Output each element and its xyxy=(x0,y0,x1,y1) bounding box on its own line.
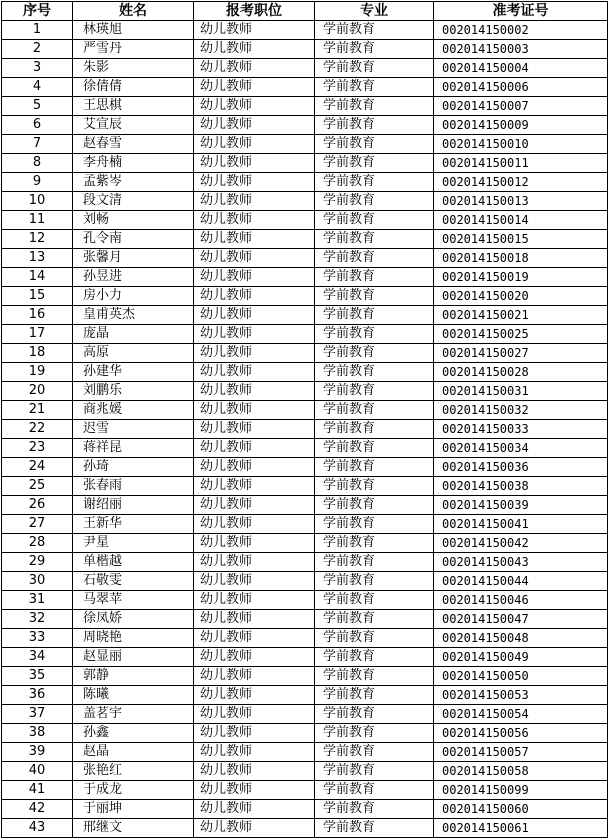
table-row xyxy=(2,154,608,173)
cell-major: 学前教育 xyxy=(315,192,434,211)
cell-position: 幼儿教师 xyxy=(194,705,315,724)
table-row xyxy=(2,230,608,249)
cell-index: 24 xyxy=(2,458,73,477)
cell-exam-number: 002014150027 xyxy=(434,344,608,363)
cell-index: 34 xyxy=(2,648,73,667)
cell-index: 3 xyxy=(2,59,73,78)
cell-exam-number: 002014150003 xyxy=(434,40,608,59)
cell-major: 学前教育 xyxy=(315,724,434,743)
cell-exam-number: 002014150054 xyxy=(434,705,608,724)
table-row xyxy=(2,401,608,420)
cell-position: 幼儿教师 xyxy=(194,477,315,496)
cell-name: 迟雪 xyxy=(73,420,194,439)
table-row xyxy=(2,477,608,496)
cell-name: 徐倩倩 xyxy=(73,78,194,97)
table-row xyxy=(2,97,608,116)
cell-exam-number: 002014150039 xyxy=(434,496,608,515)
cell-position: 幼儿教师 xyxy=(194,572,315,591)
cell-position: 幼儿教师 xyxy=(194,686,315,705)
cell-position: 幼儿教师 xyxy=(194,192,315,211)
table-row xyxy=(2,173,608,192)
cell-name: 陈曦 xyxy=(73,686,194,705)
cell-name: 孟紫岑 xyxy=(73,173,194,192)
cell-exam-number: 002014150053 xyxy=(434,686,608,705)
cell-exam-number: 002014150061 xyxy=(434,819,608,838)
cell-name: 尹星 xyxy=(73,534,194,553)
cell-major: 学前教育 xyxy=(315,154,434,173)
cell-position: 幼儿教师 xyxy=(194,420,315,439)
cell-index: 35 xyxy=(2,667,73,686)
table-row xyxy=(2,762,608,781)
cell-major: 学前教育 xyxy=(315,306,434,325)
cell-name: 赵显丽 xyxy=(73,648,194,667)
cell-exam-number: 002014150042 xyxy=(434,534,608,553)
cell-name: 马翠苹 xyxy=(73,591,194,610)
cell-major: 学前教育 xyxy=(315,534,434,553)
cell-position: 幼儿教师 xyxy=(194,344,315,363)
header-major: 专业 xyxy=(315,2,434,21)
cell-name: 皇甫英杰 xyxy=(73,306,194,325)
cell-exam-number: 002014150060 xyxy=(434,800,608,819)
cell-major: 学前教育 xyxy=(315,325,434,344)
cell-index: 23 xyxy=(2,439,73,458)
table-row xyxy=(2,724,608,743)
cell-major: 学前教育 xyxy=(315,667,434,686)
cell-exam-number: 002014150011 xyxy=(434,154,608,173)
cell-position: 幼儿教师 xyxy=(194,496,315,515)
cell-index: 10 xyxy=(2,192,73,211)
cell-major: 学前教育 xyxy=(315,762,434,781)
cell-position: 幼儿教师 xyxy=(194,553,315,572)
cell-exam-number: 002014150043 xyxy=(434,553,608,572)
cell-name: 商兆媛 xyxy=(73,401,194,420)
cell-major: 学前教育 xyxy=(315,553,434,572)
cell-major: 学前教育 xyxy=(315,420,434,439)
cell-exam-number: 002014150047 xyxy=(434,610,608,629)
cell-exam-number: 002014150015 xyxy=(434,230,608,249)
cell-name: 林瑛旭 xyxy=(73,21,194,40)
cell-index: 26 xyxy=(2,496,73,515)
cell-major: 学前教育 xyxy=(315,496,434,515)
cell-major: 学前教育 xyxy=(315,382,434,401)
cell-index: 8 xyxy=(2,154,73,173)
cell-position: 幼儿教师 xyxy=(194,154,315,173)
cell-major: 学前教育 xyxy=(315,743,434,762)
cell-position: 幼儿教师 xyxy=(194,97,315,116)
cell-major: 学前教育 xyxy=(315,363,434,382)
table-row xyxy=(2,325,608,344)
header-exam-number: 准考证号 xyxy=(434,2,608,21)
cell-name: 王思棋 xyxy=(73,97,194,116)
candidate-table xyxy=(1,1,608,838)
table-row xyxy=(2,40,608,59)
table-row xyxy=(2,420,608,439)
cell-position: 幼儿教师 xyxy=(194,135,315,154)
cell-index: 33 xyxy=(2,629,73,648)
table-row xyxy=(2,344,608,363)
table-row xyxy=(2,116,608,135)
table-row xyxy=(2,553,608,572)
cell-name: 张馨月 xyxy=(73,249,194,268)
cell-name: 于丽坤 xyxy=(73,800,194,819)
cell-index: 22 xyxy=(2,420,73,439)
cell-exam-number: 002014150032 xyxy=(434,401,608,420)
cell-position: 幼儿教师 xyxy=(194,458,315,477)
cell-index: 30 xyxy=(2,572,73,591)
cell-name: 刘畅 xyxy=(73,211,194,230)
cell-name: 庞晶 xyxy=(73,325,194,344)
table-row xyxy=(2,572,608,591)
cell-exam-number: 002014150018 xyxy=(434,249,608,268)
cell-name: 李舟楠 xyxy=(73,154,194,173)
cell-exam-number: 002014150020 xyxy=(434,287,608,306)
cell-position: 幼儿教师 xyxy=(194,610,315,629)
cell-exam-number: 002014150012 xyxy=(434,173,608,192)
cell-index: 43 xyxy=(2,819,73,838)
cell-index: 40 xyxy=(2,762,73,781)
cell-name: 郭静 xyxy=(73,667,194,686)
cell-index: 15 xyxy=(2,287,73,306)
table-row xyxy=(2,819,608,838)
cell-position: 幼儿教师 xyxy=(194,629,315,648)
cell-name: 谢绍丽 xyxy=(73,496,194,515)
cell-major: 学前教育 xyxy=(315,40,434,59)
cell-position: 幼儿教师 xyxy=(194,439,315,458)
cell-position: 幼儿教师 xyxy=(194,667,315,686)
table-row xyxy=(2,629,608,648)
cell-major: 学前教育 xyxy=(315,781,434,800)
cell-major: 学前教育 xyxy=(315,458,434,477)
cell-major: 学前教育 xyxy=(315,21,434,40)
table-row xyxy=(2,781,608,800)
table-row xyxy=(2,363,608,382)
cell-position: 幼儿教师 xyxy=(194,59,315,78)
cell-major: 学前教育 xyxy=(315,401,434,420)
cell-index: 21 xyxy=(2,401,73,420)
cell-major: 学前教育 xyxy=(315,610,434,629)
cell-exam-number: 002014150002 xyxy=(434,21,608,40)
cell-name: 刘鹏乐 xyxy=(73,382,194,401)
cell-major: 学前教育 xyxy=(315,591,434,610)
table-row xyxy=(2,667,608,686)
cell-index: 14 xyxy=(2,268,73,287)
cell-position: 幼儿教师 xyxy=(194,819,315,838)
cell-name: 赵晶 xyxy=(73,743,194,762)
cell-index: 41 xyxy=(2,781,73,800)
cell-position: 幼儿教师 xyxy=(194,268,315,287)
table-row xyxy=(2,458,608,477)
cell-position: 幼儿教师 xyxy=(194,382,315,401)
table-row xyxy=(2,648,608,667)
cell-exam-number: 002014150028 xyxy=(434,363,608,382)
table-row xyxy=(2,686,608,705)
table-row xyxy=(2,800,608,819)
cell-position: 幼儿教师 xyxy=(194,287,315,306)
cell-major: 学前教育 xyxy=(315,477,434,496)
cell-exam-number: 002014150048 xyxy=(434,629,608,648)
cell-position: 幼儿教师 xyxy=(194,724,315,743)
cell-index: 9 xyxy=(2,173,73,192)
cell-index: 20 xyxy=(2,382,73,401)
cell-name: 周晓艳 xyxy=(73,629,194,648)
cell-exam-number: 002014150014 xyxy=(434,211,608,230)
cell-position: 幼儿教师 xyxy=(194,800,315,819)
cell-exam-number: 002014150034 xyxy=(434,439,608,458)
cell-position: 幼儿教师 xyxy=(194,230,315,249)
cell-index: 25 xyxy=(2,477,73,496)
table-row xyxy=(2,249,608,268)
cell-index: 7 xyxy=(2,135,73,154)
cell-name: 邢继文 xyxy=(73,819,194,838)
cell-index: 42 xyxy=(2,800,73,819)
cell-name: 孙昱进 xyxy=(73,268,194,287)
header-name: 姓名 xyxy=(73,2,194,21)
cell-position: 幼儿教师 xyxy=(194,781,315,800)
cell-exam-number: 002014150025 xyxy=(434,325,608,344)
cell-position: 幼儿教师 xyxy=(194,515,315,534)
cell-index: 5 xyxy=(2,97,73,116)
cell-exam-number: 002014150038 xyxy=(434,477,608,496)
cell-major: 学前教育 xyxy=(315,268,434,287)
header-row xyxy=(2,2,608,21)
cell-major: 学前教育 xyxy=(315,819,434,838)
table-row xyxy=(2,21,608,40)
cell-index: 32 xyxy=(2,610,73,629)
cell-name: 赵春雪 xyxy=(73,135,194,154)
cell-index: 11 xyxy=(2,211,73,230)
table-row xyxy=(2,287,608,306)
cell-exam-number: 002014150049 xyxy=(434,648,608,667)
table-row xyxy=(2,534,608,553)
table-row xyxy=(2,382,608,401)
cell-exam-number: 002014150006 xyxy=(434,78,608,97)
cell-position: 幼儿教师 xyxy=(194,21,315,40)
cell-exam-number: 002014150010 xyxy=(434,135,608,154)
table-row xyxy=(2,743,608,762)
cell-position: 幼儿教师 xyxy=(194,363,315,382)
cell-position: 幼儿教师 xyxy=(194,40,315,59)
cell-major: 学前教育 xyxy=(315,116,434,135)
table-row xyxy=(2,59,608,78)
cell-major: 学前教育 xyxy=(315,648,434,667)
cell-index: 17 xyxy=(2,325,73,344)
cell-exam-number: 002014150056 xyxy=(434,724,608,743)
cell-name: 朱影 xyxy=(73,59,194,78)
cell-name: 石敬雯 xyxy=(73,572,194,591)
cell-name: 张艳红 xyxy=(73,762,194,781)
cell-position: 幼儿教师 xyxy=(194,534,315,553)
cell-position: 幼儿教师 xyxy=(194,401,315,420)
table-row xyxy=(2,439,608,458)
table-row xyxy=(2,705,608,724)
cell-exam-number: 002014150009 xyxy=(434,116,608,135)
cell-major: 学前教育 xyxy=(315,173,434,192)
cell-position: 幼儿教师 xyxy=(194,306,315,325)
cell-index: 27 xyxy=(2,515,73,534)
cell-major: 学前教育 xyxy=(315,211,434,230)
cell-exam-number: 002014150004 xyxy=(434,59,608,78)
cell-position: 幼儿教师 xyxy=(194,78,315,97)
table-row xyxy=(2,211,608,230)
cell-index: 13 xyxy=(2,249,73,268)
cell-index: 28 xyxy=(2,534,73,553)
cell-index: 19 xyxy=(2,363,73,382)
cell-index: 18 xyxy=(2,344,73,363)
cell-position: 幼儿教师 xyxy=(194,591,315,610)
table-row xyxy=(2,78,608,97)
cell-major: 学前教育 xyxy=(315,287,434,306)
cell-name: 房小力 xyxy=(73,287,194,306)
cell-name: 严雪丹 xyxy=(73,40,194,59)
cell-index: 12 xyxy=(2,230,73,249)
cell-major: 学前教育 xyxy=(315,59,434,78)
cell-exam-number: 002014150057 xyxy=(434,743,608,762)
cell-position: 幼儿教师 xyxy=(194,762,315,781)
table-row xyxy=(2,515,608,534)
table-row xyxy=(2,135,608,154)
cell-index: 31 xyxy=(2,591,73,610)
cell-major: 学前教育 xyxy=(315,135,434,154)
table-body xyxy=(2,21,608,838)
cell-index: 39 xyxy=(2,743,73,762)
cell-position: 幼儿教师 xyxy=(194,211,315,230)
header-index: 序号 xyxy=(2,2,73,21)
cell-name: 孙琦 xyxy=(73,458,194,477)
cell-index: 36 xyxy=(2,686,73,705)
cell-position: 幼儿教师 xyxy=(194,249,315,268)
cell-exam-number: 002014150046 xyxy=(434,591,608,610)
header-position: 报考职位 xyxy=(194,2,315,21)
cell-index: 2 xyxy=(2,40,73,59)
cell-major: 学前教育 xyxy=(315,439,434,458)
cell-major: 学前教育 xyxy=(315,629,434,648)
cell-exam-number: 002014150050 xyxy=(434,667,608,686)
cell-position: 幼儿教师 xyxy=(194,743,315,762)
cell-name: 徐凤娇 xyxy=(73,610,194,629)
cell-position: 幼儿教师 xyxy=(194,116,315,135)
cell-index: 6 xyxy=(2,116,73,135)
cell-index: 29 xyxy=(2,553,73,572)
cell-exam-number: 002014150019 xyxy=(434,268,608,287)
cell-exam-number: 002014150031 xyxy=(434,382,608,401)
cell-major: 学前教育 xyxy=(315,230,434,249)
cell-major: 学前教育 xyxy=(315,515,434,534)
cell-exam-number: 002014150058 xyxy=(434,762,608,781)
cell-name: 蒋祥昆 xyxy=(73,439,194,458)
table-row xyxy=(2,192,608,211)
cell-name: 孙建华 xyxy=(73,363,194,382)
cell-index: 1 xyxy=(2,21,73,40)
cell-major: 学前教育 xyxy=(315,705,434,724)
cell-exam-number: 002014150021 xyxy=(434,306,608,325)
cell-name: 艾宣辰 xyxy=(73,116,194,135)
cell-exam-number: 002014150041 xyxy=(434,515,608,534)
cell-name: 王新华 xyxy=(73,515,194,534)
cell-exam-number: 002014150007 xyxy=(434,97,608,116)
cell-name: 于成龙 xyxy=(73,781,194,800)
cell-name: 孔令南 xyxy=(73,230,194,249)
table-row xyxy=(2,591,608,610)
cell-position: 幼儿教师 xyxy=(194,173,315,192)
table-row xyxy=(2,496,608,515)
cell-exam-number: 002014150036 xyxy=(434,458,608,477)
cell-exam-number: 002014150044 xyxy=(434,572,608,591)
cell-major: 学前教育 xyxy=(315,572,434,591)
cell-index: 37 xyxy=(2,705,73,724)
cell-name: 单楷越 xyxy=(73,553,194,572)
table-row xyxy=(2,268,608,287)
cell-position: 幼儿教师 xyxy=(194,648,315,667)
cell-name: 高原 xyxy=(73,344,194,363)
cell-major: 学前教育 xyxy=(315,344,434,363)
cell-index: 38 xyxy=(2,724,73,743)
cell-name: 孙鑫 xyxy=(73,724,194,743)
cell-position: 幼儿教师 xyxy=(194,325,315,344)
cell-major: 学前教育 xyxy=(315,78,434,97)
cell-major: 学前教育 xyxy=(315,249,434,268)
table-row xyxy=(2,610,608,629)
cell-index: 4 xyxy=(2,78,73,97)
cell-major: 学前教育 xyxy=(315,686,434,705)
cell-index: 16 xyxy=(2,306,73,325)
cell-name: 盖茗宇 xyxy=(73,705,194,724)
cell-name: 段文清 xyxy=(73,192,194,211)
cell-major: 学前教育 xyxy=(315,97,434,116)
cell-exam-number: 002014150033 xyxy=(434,420,608,439)
cell-exam-number: 002014150013 xyxy=(434,192,608,211)
table-row xyxy=(2,306,608,325)
cell-name: 张春雨 xyxy=(73,477,194,496)
cell-exam-number: 002014150099 xyxy=(434,781,608,800)
cell-major: 学前教育 xyxy=(315,800,434,819)
